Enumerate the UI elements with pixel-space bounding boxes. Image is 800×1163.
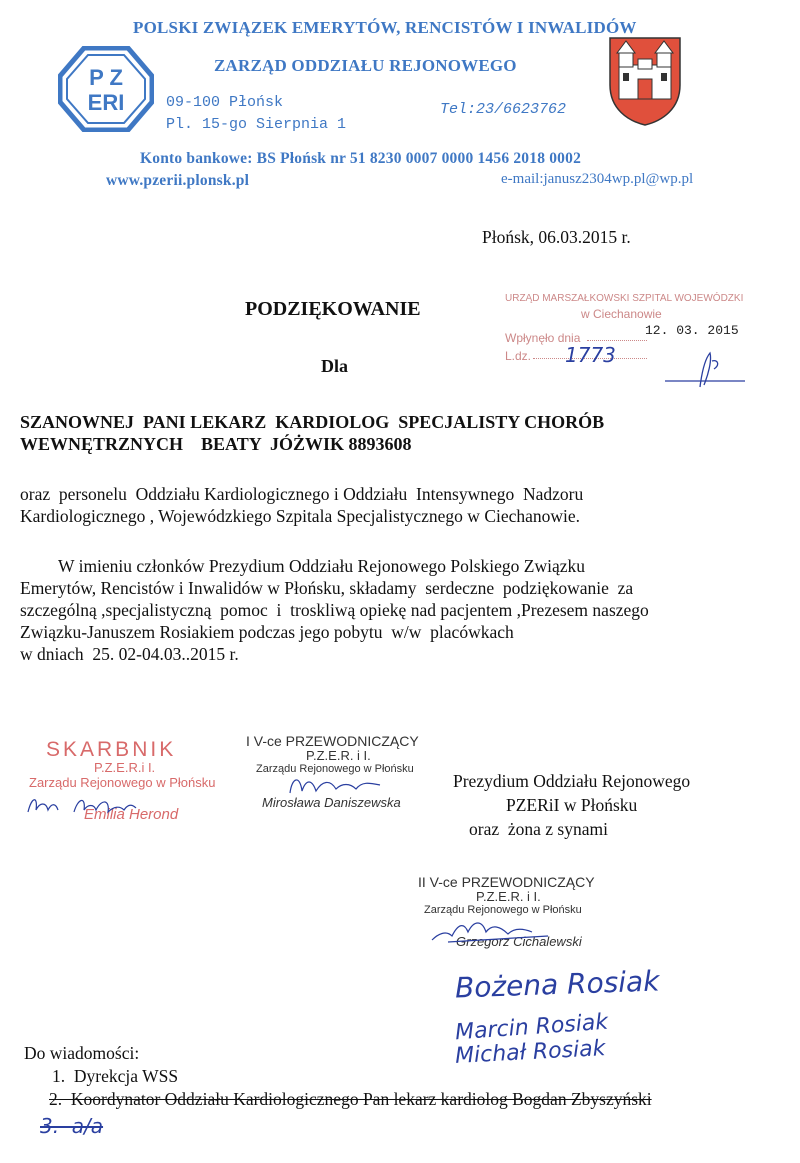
vice-chair-2-title: II V-ce PRZEWODNICZĄCY <box>418 874 595 890</box>
received-stamp-line2: w Ciechanowie <box>581 307 662 321</box>
address-line-1: 09-100 Płońsk <box>166 94 284 111</box>
paragraph-2-line: W imieniu członków Prezydium Oddziału Rejonowego Polskiego Związku <box>58 556 586 576</box>
vice-chair-1-signature-icon <box>286 771 386 799</box>
paragraph-1-line-2: Kardiologicznego , Wojewódzkiego Szpitala Specjalistycznego w Ciechanowie. <box>20 506 581 526</box>
paragraph-2-line: w dniach 25. 02-04.03..2015 r. <box>20 644 239 664</box>
ref-number: 1773 <box>565 343 616 367</box>
signatories-line-2: PZERiI w Płońsku <box>506 795 638 815</box>
pzeri-logo <box>58 46 154 132</box>
addressee-line-1: SZANOWNEJ PANI LEKARZ KARDIOLOG SPECJALISTY CHORÓB <box>20 412 605 432</box>
website[interactable]: www.pzerii.plonsk.pl <box>106 172 250 189</box>
treasurer-stamp <box>24 738 234 828</box>
received-stamp-line1: URZĄD MARSZAŁKOWSKI SZPITAL WOJEWÓDZKI <box>505 293 744 304</box>
handwritten-signature: Michał Rosiak <box>454 1036 607 1069</box>
vice-chair-1-name: Mirosława Daniszewska <box>262 795 401 810</box>
handwritten-signature: Marcin Rosiak <box>454 1009 609 1046</box>
signatories-line-3: oraz żona z synami <box>469 819 608 839</box>
vice-chair-stamp-2 <box>418 874 638 954</box>
date-line: Płońsk, 06.03.2015 r. <box>482 227 631 247</box>
received-initials-icon <box>660 351 750 389</box>
treasurer-name: Emilia Herond <box>84 806 179 823</box>
vice-chair-2-name: Grzegorz Cichalewski <box>456 934 582 949</box>
paragraph-1-line-1: oraz personelu Oddziału Kardiologicznego i Oddziału Intensywnego Nadzoru <box>20 484 584 504</box>
paragraph-2-line: Emerytów, Rencistów i Inwalidów w Płońsku, składamy serdeczne podziękowanie za <box>20 578 634 598</box>
bank-account: Konto bankowe: BS Płońsk nr 51 8230 0007 0000 1456 2018 0002 <box>140 150 582 167</box>
vice-chair-2-signature-icon <box>428 914 558 944</box>
handwritten-signature: Bożena Rosiak <box>454 964 660 1005</box>
addressee-line-2: WEWNĘTRZNYCH BEATY JÓŻWIK 8893608 <box>20 434 412 454</box>
board-name: ZARZĄD ODDZIAŁU REJONOWEGO <box>214 56 517 75</box>
address-line-2: Pl. 15-go Sierpnia 1 <box>166 116 347 133</box>
paragraph-2-line: Związku-Januszem Rosiakiem podczas jego pobytu w/w placówkach <box>20 622 514 642</box>
treasurer-org: P.Z.E.R.i I. <box>94 760 156 775</box>
vice-chair-1-org: P.Z.E.R. i I. <box>306 748 371 763</box>
received-stamp <box>505 293 755 393</box>
coat-of-arms-icon <box>607 35 683 127</box>
paragraph-2 <box>20 555 790 665</box>
distribution-heading: Do wiadomości: <box>24 1043 140 1063</box>
logo-bottom-text: ERI <box>87 90 125 115</box>
vice-chair-2-board: Zarządu Rejonowego w Płońsku <box>424 904 582 916</box>
vice-chair-1-title: I V-ce PRZEWODNICZĄCY <box>246 733 419 749</box>
distribution-item: 1. Dyrekcja WSS <box>52 1066 179 1086</box>
vice-chair-stamp-1 <box>246 733 466 813</box>
received-label: Wpłynęło dnia <box>505 331 581 345</box>
org-name: POLSKI ZWIĄZEK EMERYTÓW, RENCISTÓW I INWALIDÓW <box>133 18 637 37</box>
logo-top-text: P Z <box>89 65 123 90</box>
treasurer-title: SKARBNIK <box>46 738 177 761</box>
page-title: PODZIĘKOWANIE <box>245 298 421 320</box>
received-date: 12. 03. 2015 <box>645 323 739 338</box>
vice-chair-2-org: P.Z.E.R. i I. <box>476 889 541 904</box>
email[interactable]: e-mail:janusz2304wp.pl@wp.pl <box>501 171 694 187</box>
ref-label: L.dz. <box>505 349 532 363</box>
distribution-item: 3. a/a <box>40 1114 104 1138</box>
paragraph-2-line: szczególną ,specjalistyczną pomoc i troskliwą opiekę nad pacjentem ,Prezesem naszego <box>20 600 649 620</box>
distribution-item: 2. Koordynator Oddziału Kardiologicznego Pan lekarz kardiolog Bogdan Zbyszyński <box>49 1089 652 1109</box>
signatories-line-1: Prezydium Oddziału Rejonowego <box>453 771 691 791</box>
phone: Tel:23/6623762 <box>440 101 567 118</box>
paragraph-1 <box>20 483 780 527</box>
vice-chair-1-board: Zarządu Rejonowego w Płońsku <box>256 763 414 775</box>
for-label: Dla <box>321 356 348 376</box>
treasurer-board: Zarządu Rejonowego w Płońsku <box>29 775 216 790</box>
treasurer-signature-icon <box>24 792 154 820</box>
